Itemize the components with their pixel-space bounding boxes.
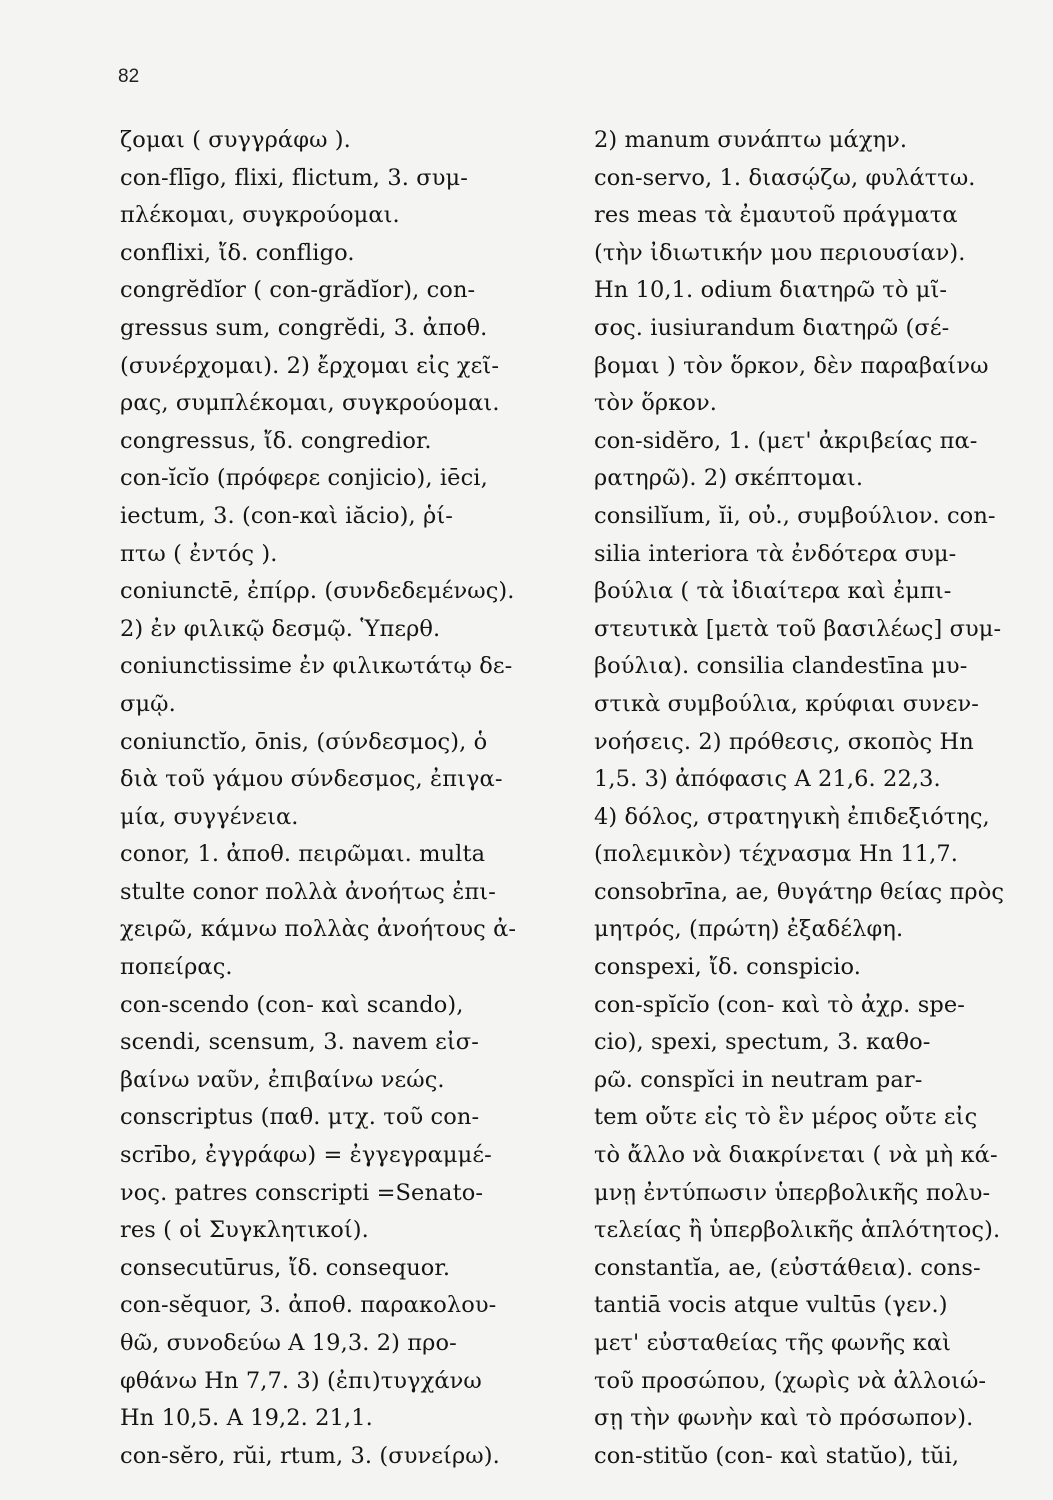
dictionary-line: 2) manum συνάπτω μάχην. [594,127,908,153]
dictionary-line: coniunctē, ἐπίρρ. (συνδεδεμένως). [120,578,515,605]
dictionary-line: coniunctissime ἐν φιλικωτάτῳ δε- [120,653,513,680]
dictionary-line: φθάνω Hn 7,7. 3) (ἐπι)τυγχάνω [120,1367,482,1394]
dictionary-line: conor, 1. ἀποθ. πειρῶμαι. multa [120,841,486,868]
dictionary-line: res meas τὰ ἐμαυτοῦ πράγματα [594,202,958,229]
dictionary-line: μνῃ ἐντύπωσιν ὑπερβολικῆς πολυ- [594,1179,991,1206]
dictionary-line: νος. patres conscripti =Senato- [120,1179,484,1206]
dictionary-line: tantiā vocis atque vultūs (γεν.) [594,1292,948,1319]
dictionary-line: (συνέρχομαι). 2) ἔρχομαι εἰς χεῖ- [120,352,500,379]
dictionary-line: conspexi, ἴδ. conspicio. [594,954,862,981]
dictionary-line: νοήσεις. 2) πρόθεσις, σκοπὸς Hn [594,728,974,755]
dictionary-line: σμῷ. [120,690,176,717]
dictionary-line: διὰ τοῦ γάμου σύνδεσμος, ἐπιγα- [120,766,503,793]
dictionary-line: ζομαι ( συγγράφω ). [120,127,351,153]
dictionary-line: 1,5. 3) ἀπόφασις A 21,6. 22,3. [594,766,941,793]
dictionary-line: con-stitŭo (con- καὶ statŭo), tŭi, [594,1442,960,1469]
dictionary-line: τὸν ὅρκον. [594,390,718,417]
dictionary-line: gressus sum, congrĕdi, 3. ἀποθ. [120,314,488,341]
dictionary-line: τελείας ἢ ὑπερβολικῆς ἁπλότητος). [594,1217,1001,1244]
dictionary-line: πλέκομαι, συγκρούομαι. [120,202,400,229]
page-number: 82 [118,66,140,87]
dictionary-line: τοῦ προσώπου, (χωρὶς νὰ ἀλλοιώ- [594,1367,987,1394]
dictionary-line: βούλια). consilia clandestīna μυ- [594,653,968,680]
dictionary-line: (πολεμικὸν) τέχνασμα Hn 11,7. [594,841,959,868]
dictionary-line: con-spĭcĭo (con- καὶ τὸ ἀχρ. spe- [594,991,965,1018]
dictionary-line: χειρῶ, κάμνω πολλὰς ἀνοήτους ἀ- [120,916,517,943]
dictionary-line: στικὰ συμβούλια, κρύφιαι συνεν- [594,690,979,717]
dictionary-line: res ( οἱ Συγκλητικοί). [120,1217,369,1244]
dictionary-line: conscriptus (παθ. μτχ. τοῦ con- [120,1104,480,1131]
dictionary-line: Hn 10,5. A 19,2. 21,1. [120,1405,373,1432]
dictionary-line: cio), spexi, spectum, 3. καθο- [594,1029,931,1056]
dictionary-line: constantĭa, ae, (εὐστάθεια). cons- [594,1254,981,1281]
dictionary-line: (τὴν ἰδιωτικήν μου περιουσίαν). [594,239,966,266]
dictionary-line: 2) ἐν φιλικῷ δεσμῷ. Ὑπερθ. [120,615,441,642]
dictionary-line: con-sĕquor, 3. ἀποθ. παρακολου- [120,1292,497,1319]
dictionary-line: ρῶ. conspĭci in neutram par- [594,1066,923,1093]
dictionary-line: congrĕdĭor ( con-grădĭor), con- [120,277,476,304]
dictionary-line: conflixi, ἴδ. confligo. [120,239,355,266]
dictionary-line: consobrīna, ae, θυγάτηρ θείας πρὸς [594,878,1005,905]
dictionary-line: 4) δόλος, στρατηγικὴ ἐπιδεξιότης, [594,803,990,830]
dictionary-line: con-servo, 1. διασῴζω, φυλάττω. [594,164,976,191]
dictionary-line: βαίνω ναῦν, ἐπιβαίνω νεώς. [120,1066,445,1093]
dictionary-line: stulte conor πολλὰ ἀνοήτως ἐπι- [120,878,496,905]
dictionary-line: consilĭum, ĭi, οὐ., συμβούλιον. con- [594,502,996,529]
dictionary-line: scrībo, ἐγγράφω) = ἐγγεγραμμέ- [120,1142,492,1169]
dictionary-line: σος. iusiurandum διατηρῶ (σέ- [594,314,950,341]
dictionary-line: βούλια ( τὰ ἰδιαίτερα καὶ ἐμπι- [594,578,952,605]
dictionary-line: ποπείρας. [120,954,233,981]
dictionary-line: scendi, scensum, 3. navem εἰσ- [120,1029,479,1056]
dictionary-line: con-scendo (con- καὶ scando), [120,991,464,1018]
dictionary-line: silia interiora τὰ ἐνδότερα συμ- [594,540,957,567]
dictionary-line: con-ĭcĭo (πρόφερε conjicio), iēci, [120,465,488,492]
dictionary-line: σῃ τὴν φωνὴν καὶ τὸ πρόσωπον). [594,1405,974,1432]
dictionary-line: τὸ ἄλλο νὰ διακρίνεται ( νὰ μὴ κά- [594,1142,998,1169]
dictionary-line: con-flīgo, flixi, flictum, 3. συμ- [120,164,468,191]
dictionary-line: congressus, ἴδ. congredior. [120,427,432,454]
dictionary-line: μητρός, (πρώτη) ἐξαδέλφη. [594,916,904,943]
dictionary-line: πτω ( ἐντός ). [120,540,278,567]
dictionary-line: Hn 10,1. odium διατηρῶ τὸ μῖ- [594,277,948,304]
dictionary-line: μετ' εὐσταθείας τῆς φωνῆς καὶ [594,1330,952,1356]
dictionary-line: ρατηρῶ). 2) σκέπτομαι. [594,465,864,492]
dictionary-line: βομαι ) τὸν ὅρκον, δὲν παραβαίνω [594,352,989,379]
dictionary-line: iectum, 3. (con-καὶ iăcio), ῥί- [120,502,453,529]
left-column [120,122,560,1475]
dictionary-line: μία, συγγένεια. [120,803,299,830]
dictionary-line: con-sĕro, rŭi, rtum, 3. (συνείρω). [120,1442,500,1469]
dictionary-line: coniunctĭo, ōnis, (σύνδεσμος), ὁ [120,728,488,755]
dictionary-line: στευτικὰ [μετὰ τοῦ βασιλέως] συμ- [594,615,1002,642]
right-column [594,122,1034,1475]
dictionary-line: ρας, συμπλέκομαι, συγκρούομαι. [120,390,500,417]
dictionary-line: tem οὔτε εἰς τὸ ἓν μέρος οὔτε εἰς [594,1104,978,1131]
dictionary-line: con-sidĕro, 1. (μετ' ἀκριβείας πα- [594,427,978,454]
dictionary-line: consecutūrus, ἴδ. consequor. [120,1254,451,1281]
dictionary-line: θῶ, συνοδεύω A 19,3. 2) προ- [120,1330,457,1356]
